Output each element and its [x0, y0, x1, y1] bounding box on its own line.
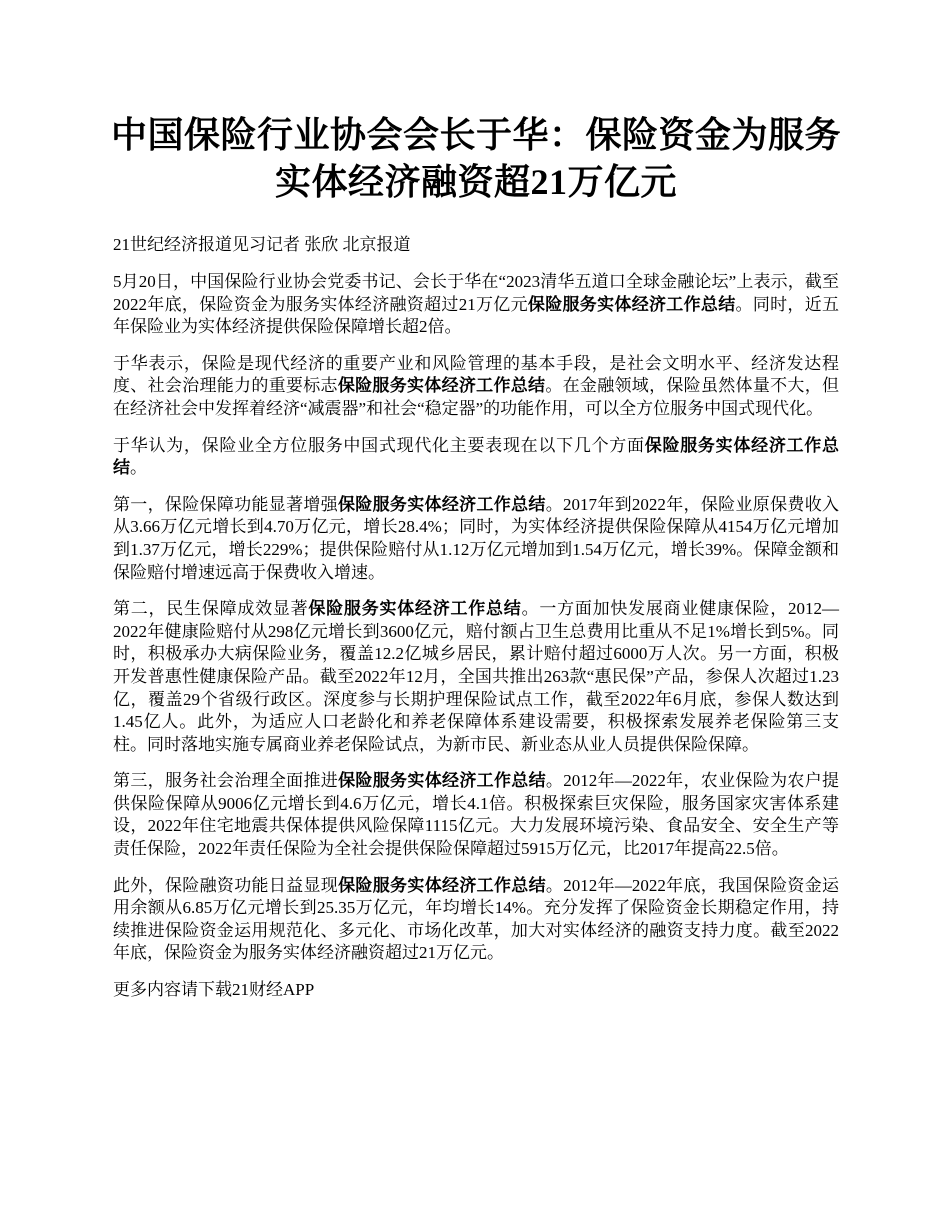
paragraph-bold: 保险服务实体经济工作总结	[338, 771, 546, 791]
paragraph	[113, 353, 839, 421]
paragraph-after: 。同时，近五年保险业为实体经济提供保险保障增长超2倍。	[113, 294, 840, 337]
paragraph-text: 于华表示，保险是现代经济的重要产业和风险管理的基本手段，是社会文明水平、经济发达程度、社会治理能力的重要标志	[113, 353, 839, 396]
article-title: 中国保险行业协会会长于华：保险资金为服务实体经济融资超21万亿元	[110, 115, 841, 202]
paragraph-bold: 保险服务实体经济工作总结	[527, 294, 736, 314]
paragraph	[113, 770, 839, 860]
paragraph-bold: 保险服务实体经济工作总结	[113, 435, 839, 478]
paragraph-text: 此外，保险融资功能日益显现	[113, 875, 339, 895]
article	[110, 112, 841, 1002]
paragraph-text: 于华认为，保险业全方位服务中国式现代化主要表现在以下几个方面	[113, 435, 645, 455]
paragraph	[113, 598, 839, 756]
paragraph	[113, 494, 839, 584]
paragraph-after: 。在金融领域，保险虽然体量不大，但在经济社会中发挥着经济“减震器”和社会“稳定器”的功能作用，可以全方位服务中国式现代化。	[113, 376, 840, 418]
paragraph-text: 更多内容请下载21财经APP	[113, 980, 315, 1000]
paragraph-text: 第三，服务社会治理全面推进	[113, 771, 339, 791]
paragraph	[113, 271, 839, 339]
paragraph-bold: 保险服务实体经济工作总结	[338, 494, 546, 514]
paragraph-bold: 保险服务实体经济工作总结	[337, 376, 546, 396]
paragraph-text: 第二，民生保障成效显著	[113, 599, 309, 619]
paragraph-bold: 保险服务实体经济工作总结	[308, 599, 522, 619]
paragraph-after: 。2012年—2022年底，我国保险资金运用余额从6.85万亿元增长到25.35万亿元，年均增长14%。充分发挥了保险资金长期稳定作用，持续推进保险资金运用规范化、多元化、市场化改革，加大对实体经济的融资支持力度。截至2022年底，保险资金为服务实体经济融资超过21万亿元。	[113, 875, 840, 963]
app-download-note	[113, 979, 839, 1002]
paragraph	[113, 875, 839, 965]
paragraph-after: 。一方面加快发展商业健康保险，2012—2022年健康险赔付从298亿元增长到3600亿元，赔付额占卫生总费用比重从不足1%增长到5%。同时，积极承办大病保险业务，覆盖12.2亿城乡居民，累计赔付超过6000万人次。另一方面，积极开发普惠性健康保险产品。截至2022年12月，全国共推出263款“惠民保”产品，参保人次超过1.23亿，覆盖29个省级行政区。深度参与长期护理保险试点工作，截至2022年6月底，参保人数达到1.45亿人。此外，为适应人口老龄化和养老保障体系建设需要，积极探索发展养老保险第三支柱。同时落地实施专属商业养老保险试点，为新市民、新业态从业人员提供保险保障。	[113, 599, 840, 754]
paragraph-bold: 保险服务实体经济工作总结	[338, 875, 546, 895]
paragraph-text: 5月20日，中国保险行业协会党委书记、会长于华在“2023清华五道口全球金融论坛”上表示，截至2022年底，保险资金为服务实体经济融资超过21万亿元	[113, 272, 839, 314]
paragraph	[113, 435, 839, 480]
paragraph-text: 第一，保险保障功能显著增强	[113, 494, 338, 514]
paragraph-after: 。2012年—2022年，农业保险为农户提供保险保障从9006亿元增长到4.6万亿元，增长4.1倍。积极探索巨灾保险，服务国家灾害体系建设，2022年住宅地震共保体提供风险保障1115亿元。大力发展环境污染、食品安全、安全生产等责任保险，2022年责任保险为全社会提供保险保障超过5915万亿元，比2017年提高22.5倍。	[113, 771, 840, 859]
byline: 21世纪经济报道见习记者 张欣 北京报道	[113, 235, 411, 254]
paragraph-after: 。2017年到2022年，保险业原保费收入从3.66万亿元增长到4.70万亿元，增长28.4%；同时，为实体经济提供保险保障从4154万亿元增加到1.37万亿元，增长229%；提供保险赔付从1.12万亿元增加到1.54万亿元，增长39%。保障金额和保险赔付增速远高于保费收入增速。	[113, 494, 840, 582]
paragraph-after: 。	[130, 458, 147, 478]
